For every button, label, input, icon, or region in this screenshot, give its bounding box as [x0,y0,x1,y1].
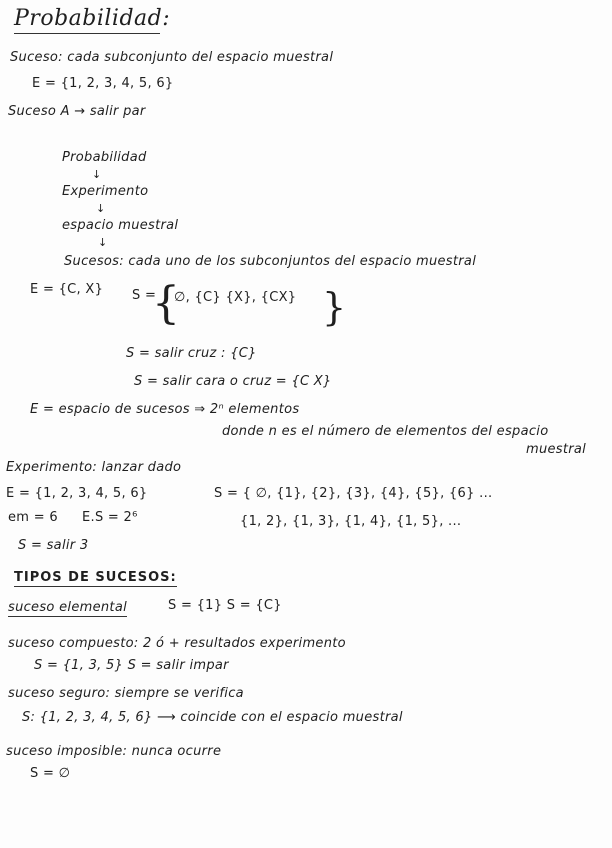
em-value: em = 6 [8,510,58,525]
flow-experimento: Experimento [62,184,149,199]
event-cara-cruz: S = salir cara o cruz = {C X} [134,374,332,389]
dado-events-line-1: S = { ∅, {1}, {2}, {3}, {4}, {5}, {6} ... [214,486,493,501]
flow-sucesos: Sucesos: cada uno de los subconjuntos del espacio muestral [64,254,477,269]
tipos-heading [14,570,177,585]
flow-arrow-2: ↓ [96,202,106,215]
elemental-label: suceso elemental [8,600,128,615]
suceso-seguro: suceso seguro: siempre se verifica [8,686,244,701]
es-value: E.S = 2⁶ [82,510,138,525]
coin-events-set: ∅, {C} {X}, {CX} [174,290,297,305]
flow-probabilidad: Probabilidad [62,150,147,165]
experimento-dado: Experimento: lanzar dado [6,460,182,475]
salir-3: S = salir 3 [18,538,89,553]
donde-line-1: donde n es el número de elementos del espacio [222,424,549,439]
suceso-definition: Suceso: cada subconjunto del espacio muestral [10,50,334,65]
suceso-compuesto: suceso compuesto: 2 ó + resultados experimento [8,636,346,651]
flow-arrow-1: ↓ [92,168,102,181]
imposible-example: S = ∅ [30,766,71,781]
sample-space-set: E = {1, 2, 3, 4, 5, 6} [32,76,174,91]
dado-events-line-2: {1, 2}, {1, 3}, {1, 4}, {1, 5}, ... [240,514,462,529]
coin-events-label: S = [132,288,157,303]
event-space-definition: E = espacio de sucesos ⇒ 2ⁿ elementos [30,402,300,417]
tipos-heading-text: TIPOS DE SUCESOS: [14,570,177,585]
event-cruz: S = salir cruz : {C} [126,346,257,361]
suceso-a: Suceso A → salir par [8,104,146,119]
compuesto-example: S = {1, 3, 5} S = salir impar [34,658,229,673]
left-brace: { [152,278,180,329]
right-brace: } [322,285,347,329]
elemental-examples: S = {1} S = {C} [168,598,282,613]
coin-sample-space: E = {C, X} [30,282,104,297]
title-underline [14,33,160,34]
flow-espacio-muestral: espacio muestral [62,218,179,233]
page-title: Probabilidad: [14,6,171,31]
suceso-imposible: suceso imposible: nunca ocurre [6,744,222,759]
flow-arrow-3: ↓ [98,236,108,249]
donde-line-2: muestral [526,442,587,457]
seguro-example: S: {1, 2, 3, 4, 5, 6} ⟶ coincide con el espacio muestral [22,710,403,725]
suceso-elemental [8,600,127,615]
dado-sample-space: E = {1, 2, 3, 4, 5, 6} [6,486,148,501]
